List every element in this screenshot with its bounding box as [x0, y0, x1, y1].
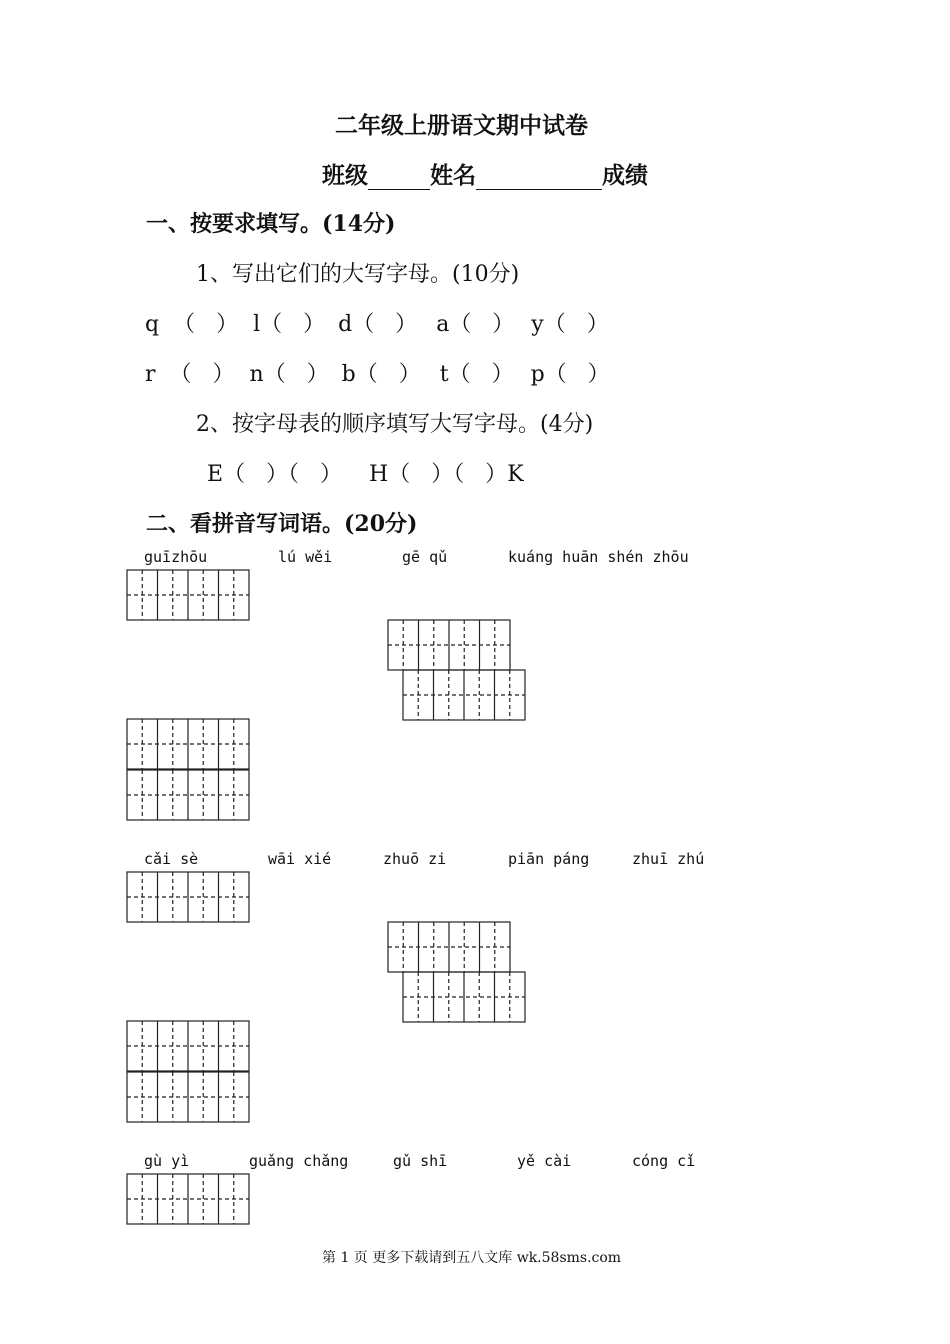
sequence-letter: E [207, 462, 224, 487]
writing-grid[interactable] [126, 569, 250, 621]
answer-paren[interactable]: （ ）（ ） [388, 462, 508, 487]
name-label: 姓名 [430, 163, 476, 189]
pinyin-label: cǎi sè [144, 850, 199, 868]
sequence-letter: H [369, 462, 389, 487]
answer-paren[interactable]: （ ） [169, 362, 235, 387]
answer-paren[interactable]: （ ） [173, 312, 239, 337]
pinyin-label: gē qǔ [402, 548, 448, 566]
letter-item: a [436, 312, 450, 337]
sequence-row [207, 457, 524, 488]
page-title: 二年级上册语文期中试卷 [335, 113, 588, 139]
letter-item: n [249, 362, 264, 387]
pinyin-label: gǔ shī [393, 1152, 448, 1170]
pinyin-label: cóng cǐ [632, 1152, 696, 1170]
pinyin-label: wāi xié [268, 850, 332, 868]
sequence-letter: K [507, 462, 524, 487]
pinyin-label: gù yì [144, 1152, 190, 1170]
pinyin-label: yě cài [517, 1152, 572, 1170]
letter-item: b [341, 362, 356, 387]
writing-grid[interactable] [387, 921, 511, 973]
pinyin-label: piān páng [508, 850, 590, 868]
writing-grid[interactable] [402, 971, 526, 1023]
answer-paren[interactable]: （ ） [449, 312, 515, 337]
writing-grid[interactable] [126, 1071, 250, 1123]
question-2: 2、按字母表的顺序填写大写字母。(4分) [196, 412, 594, 437]
section-2-heading: 二、看拼音写词语。(20分) [146, 511, 418, 537]
pinyin-label: guīzhōu [144, 548, 208, 566]
answer-paren[interactable]: （ ） [544, 362, 610, 387]
letter-item: q [145, 312, 160, 337]
header-line [322, 157, 648, 190]
letter-item: r [145, 362, 156, 387]
section-1-heading: 一、按要求填写。(14分) [146, 211, 396, 237]
pinyin-label: zhuō zi [383, 850, 447, 868]
writing-grid[interactable] [126, 769, 250, 821]
question-1: 1、写出它们的大写字母。(10分) [196, 262, 520, 287]
pinyin-label: kuáng huān shén zhōu [508, 548, 689, 566]
page-footer: 第 1 页 更多下载请到五八文库 wk.58sms.com [322, 1250, 622, 1266]
letter-item: d [338, 312, 353, 337]
answer-paren[interactable]: （ ） [263, 362, 329, 387]
letter-item: y [531, 312, 544, 337]
letter-item: l [253, 312, 261, 337]
pinyin-label: zhuī zhú [632, 850, 705, 868]
writing-grid[interactable] [126, 1173, 250, 1225]
answer-paren[interactable]: （ ） [260, 312, 326, 337]
score-label: 成绩 [602, 163, 648, 189]
class-blank[interactable] [368, 167, 430, 190]
answer-paren[interactable]: （ ） [448, 362, 514, 387]
writing-grid[interactable] [126, 871, 250, 923]
writing-grid[interactable] [126, 1020, 250, 1072]
letter-row-2 [145, 357, 610, 388]
name-blank[interactable] [476, 167, 602, 190]
answer-paren[interactable]: （ ）（ ） [223, 462, 343, 487]
letter-row-1 [145, 307, 609, 338]
writing-grid[interactable] [387, 619, 511, 671]
class-label: 班级 [322, 163, 368, 189]
answer-paren[interactable]: （ ） [352, 312, 418, 337]
letter-item: t [439, 362, 449, 387]
writing-grid[interactable] [126, 718, 250, 770]
writing-grid[interactable] [402, 669, 526, 721]
answer-paren[interactable]: （ ） [355, 362, 421, 387]
answer-paren[interactable]: （ ） [543, 312, 609, 337]
pinyin-label: guǎng chǎng [249, 1152, 349, 1170]
letter-item: p [530, 362, 545, 387]
pinyin-label: lú wěi [278, 548, 333, 566]
